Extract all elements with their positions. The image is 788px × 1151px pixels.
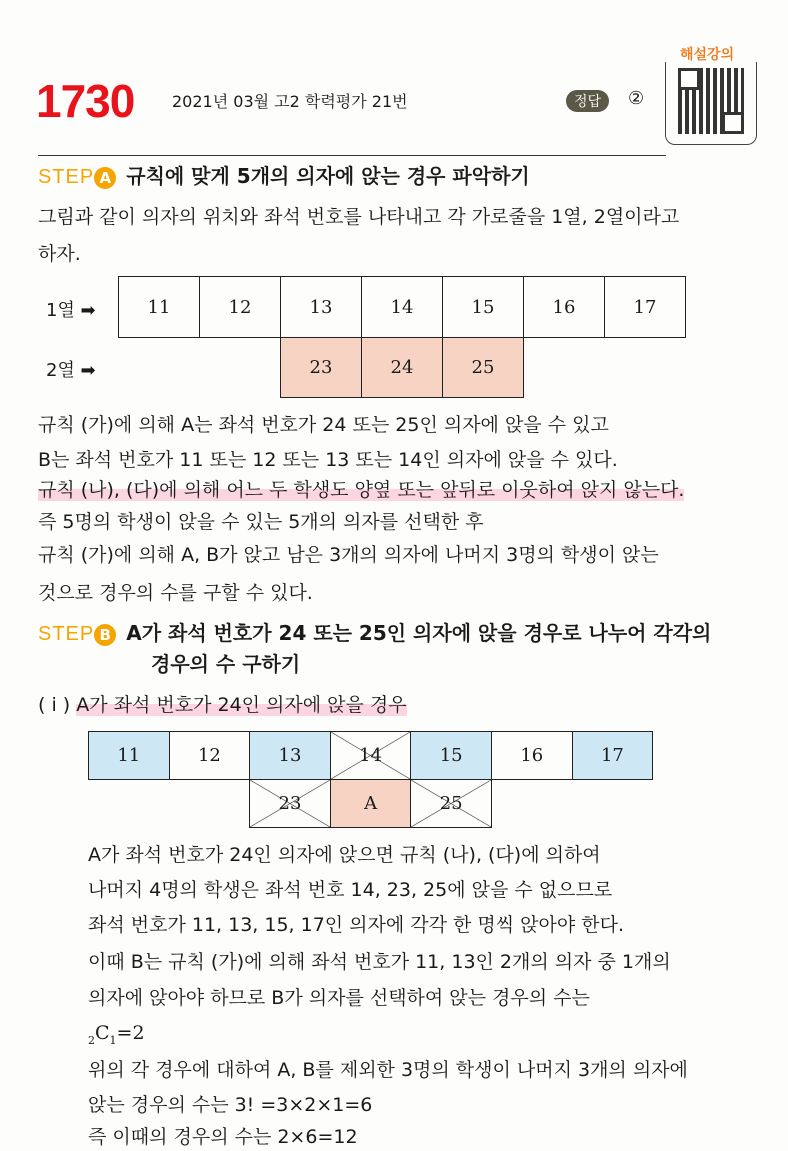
seat-cell: 14	[361, 276, 443, 338]
seat-cell: 17	[572, 731, 654, 780]
problem-source: 2021년 03월 고2 학력평가 21번	[172, 92, 408, 111]
step-letter-icon: A	[94, 167, 116, 189]
body-line: 규칙 (가)에 의해 A, B가 앉고 남은 3개의 의자에 나머지 3명의 학생이 앉는	[38, 544, 659, 566]
seat-cell: 23	[249, 779, 331, 828]
intro-line: 그림과 같이 의자의 위치와 좌석 번호를 나타내고 각 가로줄을 1열, 2열이라고	[38, 206, 680, 228]
formula-pre: 2	[88, 1033, 95, 1047]
step-b-heading	[38, 617, 711, 646]
body-line: 위의 각 경우에 대하여 A, B를 제외한 3명의 학생이 나머지 3개의 의자에	[88, 1059, 688, 1081]
seat-cell: 12	[169, 731, 251, 780]
row1-label: 1열 ➡	[46, 300, 96, 321]
seat-cell: 12	[199, 276, 281, 338]
body-line: 나머지 4명의 학생은 좌석 번호 14, 23, 25에 앉을 수 없으므로	[88, 879, 613, 901]
body-line: B는 좌석 번호가 11 또는 12 또는 13 또는 14인 의자에 앉을 수 있다.	[38, 449, 618, 471]
body-line: 즉 이때의 경우의 수는 2×6=12	[88, 1126, 358, 1148]
body-line: A가 좌석 번호가 24인 의자에 앉으면 규칙 (나), (다)에 의하여	[88, 844, 601, 866]
seat-cell: 16	[523, 276, 605, 338]
step-title: A가 좌석 번호가 24 또는 25인 의자에 앉을 경우로 나누어 각각의	[126, 621, 712, 645]
body-line: 이때 B는 규칙 (가)에 의해 좌석 번호가 11, 13인 2개의 의자 중 1개의	[88, 951, 671, 973]
step-title: 규칙에 맞게 5개의 의자에 앉는 경우 파악하기	[126, 164, 530, 188]
problem-number: 1730	[36, 75, 135, 127]
seat-cell: 14	[330, 731, 412, 780]
step-letter-icon: B	[94, 624, 116, 646]
formula-sub: 1	[109, 1033, 117, 1047]
seat-cell: 24	[361, 337, 443, 398]
seat-cell: A	[330, 779, 412, 828]
body-line: 앉는 경우의 수는 3! =3×2×1=6	[88, 1094, 373, 1116]
seat-cell: 15	[442, 276, 524, 338]
formula	[88, 1020, 145, 1054]
seat-cell: 25	[410, 779, 492, 828]
step-a-heading	[38, 160, 530, 189]
formula-rest: =2	[116, 1022, 145, 1044]
body-line: 의자에 앉아야 하므로 B가 의자를 선택하여 앉는 경우의 수는	[88, 987, 590, 1009]
seat-cell: 11	[88, 731, 170, 780]
step-tag: STEP	[38, 166, 95, 188]
seat-cell: 15	[410, 731, 492, 780]
row2-label: 2열 ➡	[46, 360, 96, 381]
divider	[38, 155, 666, 156]
body-line-highlight	[38, 477, 684, 503]
step-tag: STEP	[38, 623, 95, 645]
intro-line: 하자.	[38, 243, 81, 265]
case-label: ( i )	[38, 694, 71, 716]
seat-cell: 25	[442, 337, 524, 398]
body-line: 것으로 경우의 수를 구할 수 있다.	[38, 582, 313, 604]
seat-cell: 16	[491, 731, 573, 780]
seat-cell: 11	[118, 276, 200, 338]
step-b-title-line2: 경우의 수 구하기	[151, 652, 301, 676]
formula-c: C	[95, 1022, 110, 1044]
answer-badge: 정답	[566, 90, 609, 112]
case-heading	[38, 692, 407, 718]
qr-label: 해설강의	[680, 47, 735, 63]
body-line: 규칙 (가)에 의해 A는 좌석 번호가 24 또는 25인 의자에 앉을 수 있고	[38, 414, 609, 436]
seat-cell: 13	[249, 731, 331, 780]
highlight-text: 규칙 (나), (다)에 의해 어느 두 학생도 양옆 또는 앞뒤로 이웃하여 앉지 않는다.	[38, 479, 685, 501]
body-line: 좌석 번호가 11, 13, 15, 17인 의자에 각각 한 명씩 앉아야 한다.	[88, 914, 625, 936]
seat-cell: 13	[280, 276, 362, 338]
seat-cell: 17	[604, 276, 686, 338]
case-title: A가 좌석 번호가 24인 의자에 앉을 경우	[76, 694, 407, 716]
seat-cell: 23	[280, 337, 362, 398]
answer-value: ②	[628, 88, 645, 109]
body-line: 즉 5명의 학생이 앉을 수 있는 5개의 의자를 선택한 후	[38, 511, 484, 533]
qr-code-icon[interactable]	[678, 68, 744, 134]
